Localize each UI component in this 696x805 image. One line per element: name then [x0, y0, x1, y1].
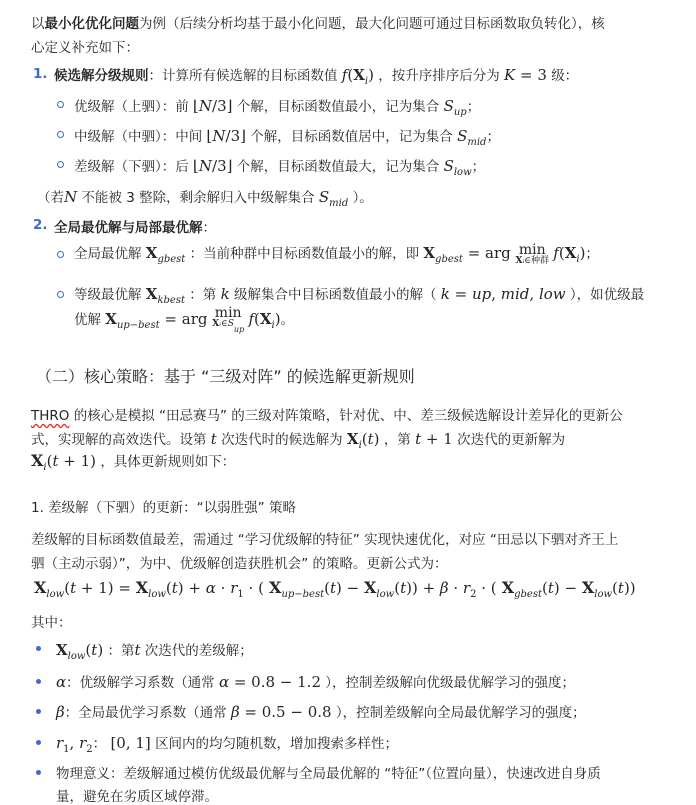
list-number-1: 1. — [33, 66, 48, 82]
bullet-xlow: $X_{low}(t)$ ：第t 次迭代的差级解； — [56, 641, 253, 662]
para1-line1: THRO 的核心是模拟 “田忌赛马” 的三级对阵策略，针对优、中、差三级候选解设计差异化的更新公 — [31, 408, 623, 424]
circle-bullet-icon — [57, 291, 64, 298]
list2-heading: 全局最优解与局部最优解： — [54, 220, 216, 236]
para2-line2: 驷（主动示弱）”，为中、优级解创造获胜机会” 的策略。更新公式为： — [31, 556, 448, 572]
list2-item-global: 全局最优解 $X_{gbest}$ ：当前种群中目标函数值最小的解，即 $X_{gbest}$ = arg min Xᵢ∈种群 $f(X_i)$； — [74, 241, 599, 266]
para2-line1: 差级解的目标函数值最差，需通过 “学习优级解的特征” 实现快速优化，对应 “田忌以下驷对齐王上 — [31, 532, 619, 548]
bullet-beta: β：全局最优学习系数（通常 β = 0.5 − 0.8 ），控制差级解向全局最优解学习的强度； — [56, 703, 586, 721]
bullet-dot-icon — [36, 646, 41, 651]
para1-line3: $X_i(t + 1)$ ，具体更新规则如下： — [31, 451, 236, 473]
bullet-dot-icon — [36, 679, 41, 684]
bullet-random: $r_1$, $r_2$： [0, 1] 区间内的均匀随机数，增加搜索多样性； — [56, 734, 399, 755]
intro-line2: 心定义补充如下： — [31, 40, 139, 56]
bullet-dot-icon — [36, 709, 41, 714]
bullet-meaning-line2: 量，避免在劣质区域停滞。 — [56, 789, 218, 805]
qizhong-label: 其中： — [31, 615, 72, 631]
circle-bullet-icon — [57, 161, 64, 168]
bullet-alpha: α：优级解学习系数（通常 α = 0.8 − 1.2 ），控制差级解向优级最优解学习的强度； — [56, 673, 576, 691]
intro-line1: 以最小化优化问题为例（后续分析均基于最小化问题，最大化问题可通过目标函数取负转化），核 — [31, 16, 605, 32]
circle-bullet-icon — [57, 131, 64, 138]
bullet-meaning-line1: 物理意义：差级解通过模仿优级最优解与全局最优解的 “特征”（位置向量），快速改进自身质 — [56, 766, 601, 782]
list1-item-lower: 差级解（下驷）：后 ⌊N/3⌋ 个解，目标函数值最大，记为集合 $S_{low}$； — [74, 157, 486, 178]
bullet-dot-icon — [36, 740, 41, 745]
circle-bullet-icon — [57, 251, 64, 258]
subsection-title: 1. 差级解（下驷）的更新：“以弱胜强” 策略 — [31, 500, 296, 516]
bullet-dot-icon — [36, 770, 41, 775]
list-number-2: 2. — [33, 217, 48, 233]
list1-note: （若N 不能被 3 整除，剩余解归入中级解集合 $S_{mid}$ ）。 — [37, 188, 373, 209]
list2-item-level-line2: 优解 $X_{up-best}$ = arg min Xᵢ∈Sup $f(X_i)$。 — [74, 305, 295, 334]
list2-item-level: 等级最优解 $X_{kbest}$ ：第 k 级解集合中目标函数值最小的解（ k = up, mid, low ），如优级最 — [74, 285, 645, 306]
list1-item-middle: 中级解（中驷）：中间 ⌊N/3⌋ 个解，目标函数值居中，记为集合 $S_{mid}$； — [74, 127, 500, 148]
para1-line2: 式，实现解的高效迭代。设第 t 次迭代时的候选解为 $X_i(t)$ ，第 t + 1 次迭代的更新解为 — [31, 430, 566, 451]
list1-item-upper: 优级解（上驷）：前 ⌊N/3⌋ 个解，目标函数值最小，记为集合 $S_{up}$； — [74, 97, 481, 118]
section-title: （二）核心策略：基于 “三级对阵” 的候选解更新规则 — [36, 367, 415, 386]
circle-bullet-icon — [57, 101, 64, 108]
update-formula: $X_{low}(t + 1) = X_{low}(t) + \alpha \cdot r_1$ · ( $X_{up-best}(t) - X_{low}(t)) + \beta \cdot r_2$ · ( $X_{gbest}(t) - X_{low}(t)$) — [34, 578, 636, 600]
list1-heading: 候选解分级规则：计算所有候选解的目标函数值 $f(X_i)$ ，按升序排序后分为 K = 3 级： — [54, 66, 579, 87]
